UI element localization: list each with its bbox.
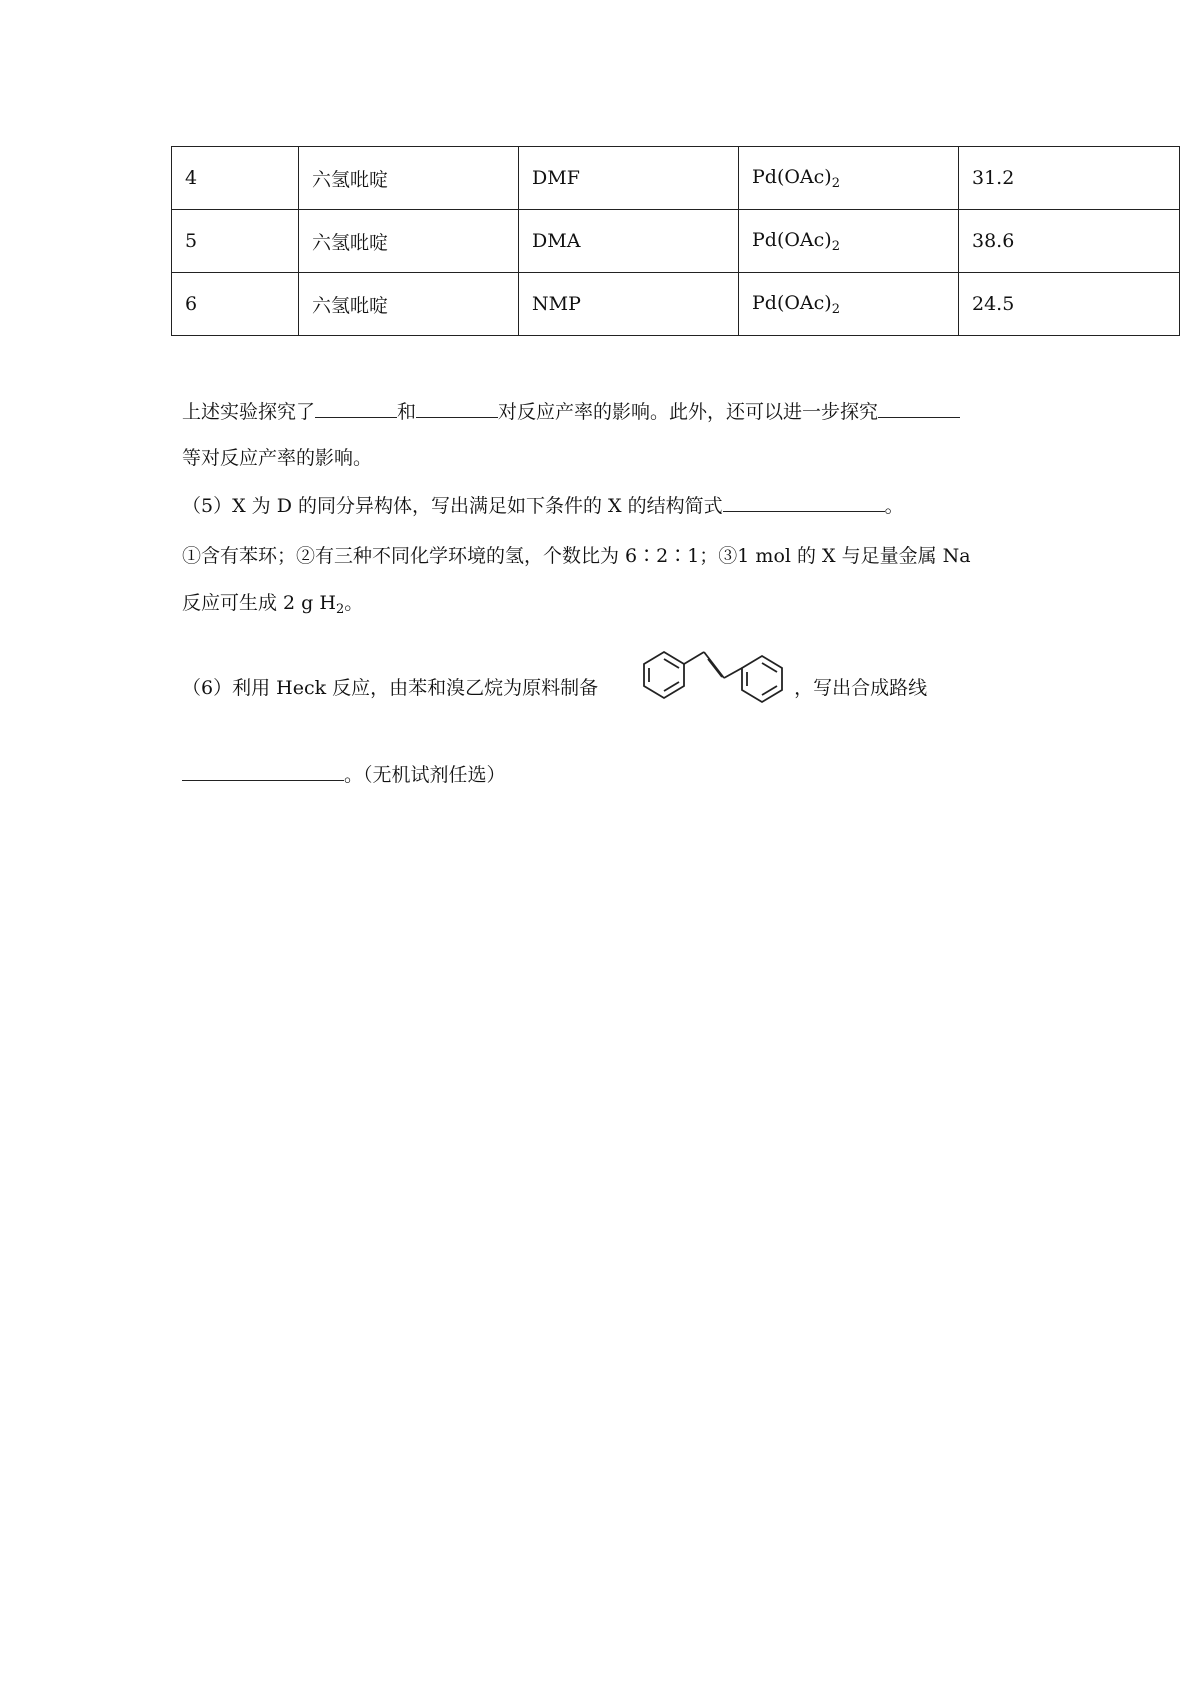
- table-row: [172, 147, 1180, 210]
- text-segment: 。: [884, 495, 904, 517]
- question-5-conditions-cont: [182, 591, 363, 622]
- catalyst-subscript: 2: [831, 175, 840, 191]
- cell-catalyst: [739, 210, 959, 273]
- vinyl-double-bond-inner: [708, 659, 722, 677]
- question-6-answer-line: [182, 762, 506, 787]
- question-5: [182, 493, 904, 518]
- table-row: [172, 273, 1180, 336]
- text-segment: 和: [397, 401, 417, 423]
- catalyst-subscript: 2: [831, 238, 840, 254]
- cell-yield: 24.5: [959, 273, 1180, 336]
- cell-yield: 38.6: [959, 210, 1180, 273]
- answer-blank[interactable]: [315, 399, 397, 418]
- text-segment: 上述实验探究了: [182, 401, 316, 423]
- stilbene-structure-icon: [630, 640, 820, 720]
- text-segment: ，写出合成路线: [794, 677, 928, 699]
- benzene-ring-right: [742, 656, 782, 702]
- cell-yield: 31.2: [959, 147, 1180, 210]
- text-segment: 。（无机试剂任选）: [344, 764, 506, 786]
- cell-catalyst: [739, 147, 959, 210]
- catalyst-subscript: 2: [831, 301, 840, 317]
- paragraph-continuation: 等对反应产率的影响。: [182, 447, 373, 469]
- answer-blank[interactable]: [182, 762, 344, 781]
- cell-solvent: DMA: [519, 210, 739, 273]
- catalyst-formula: Pd(OAc): [752, 291, 832, 314]
- results-table: [171, 146, 1180, 336]
- cell-solvent: DMF: [519, 147, 739, 210]
- paragraph-experiment-summary: [182, 399, 960, 424]
- catalyst-formula: Pd(OAc): [752, 228, 832, 251]
- cell-no: 6: [172, 273, 299, 336]
- cell-solvent: NMP: [519, 273, 739, 336]
- cell-no: 5: [172, 210, 299, 273]
- table-row: [172, 210, 1180, 273]
- vinyl-bond: [724, 668, 742, 678]
- cell-base: 六氢吡啶: [299, 210, 519, 273]
- vinyl-bond: [684, 652, 704, 664]
- cell-base: 六氢吡啶: [299, 273, 519, 336]
- answer-blank[interactable]: [416, 399, 498, 418]
- text-segment: 反应可生成 2 g H: [182, 592, 336, 614]
- text-segment: （5）X 为 D 的同分异构体，写出满足如下条件的 X 的结构简式: [182, 495, 723, 517]
- text-segment: 。: [344, 592, 364, 614]
- text-segment: 对反应产率的影响。此外，还可以进一步探究: [498, 401, 879, 423]
- vinyl-double-bond: [704, 652, 724, 678]
- cell-catalyst: [739, 273, 959, 336]
- question-5-conditions: ①含有苯环；②有三种不同化学环境的氢，个数比为 6∶2∶1；③1 mol 的 X 与足量金属 Na: [182, 545, 971, 567]
- subscript: 2: [335, 602, 345, 617]
- answer-blank[interactable]: [878, 399, 960, 418]
- catalyst-formula: Pd(OAc): [752, 165, 832, 188]
- cell-base: 六氢吡啶: [299, 147, 519, 210]
- benzene-ring-left: [644, 652, 684, 698]
- answer-blank[interactable]: [723, 493, 885, 512]
- text-segment: （6）利用 Heck 反应，由苯和溴乙烷为原料制备: [182, 677, 599, 699]
- cell-no: 4: [172, 147, 299, 210]
